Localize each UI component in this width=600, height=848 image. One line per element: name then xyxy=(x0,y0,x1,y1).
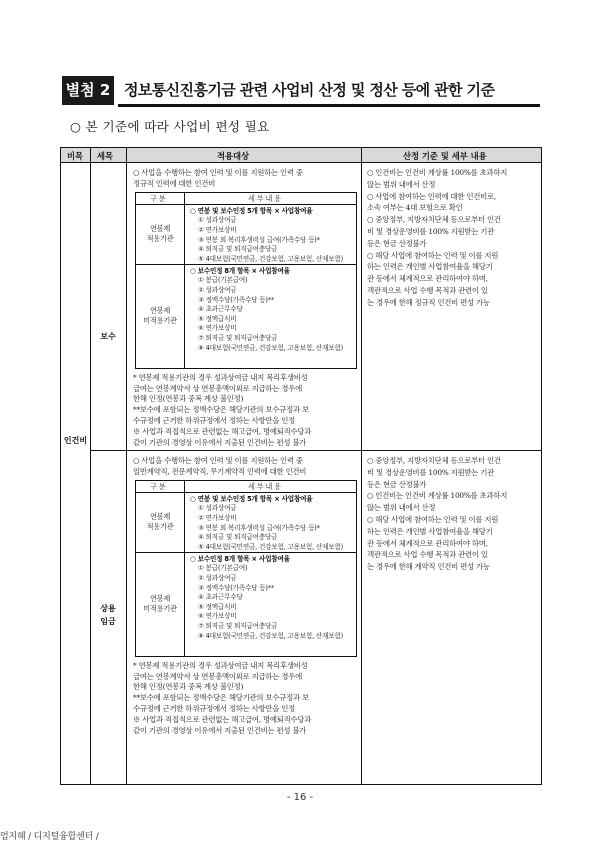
inner-row-label-line: 미적용기관 xyxy=(143,315,177,325)
inner-column-divider xyxy=(184,481,185,656)
inner-item: ③ 연봉 외 복리후생비성 급여(가족수당 등)* xyxy=(198,523,320,532)
footer-author: 엄지혜 / 디지털융합센터 / xyxy=(0,832,99,842)
inner-group-title: ○ 보수인정 8개 항목 × 사업참여율 xyxy=(190,266,290,275)
column-divider xyxy=(90,148,91,784)
column-divider xyxy=(126,148,127,784)
scope-cell-regular-wage xyxy=(133,453,358,781)
note-line: **보수에 포함되는 정액수당은 해당기관의 보수규정과 보 xyxy=(133,405,309,415)
inner-item: ⑦ 퇴직금 및 퇴직급여충당금 xyxy=(198,621,278,630)
inner-item: ③ 정액수당(가족수당 등)** xyxy=(198,295,274,304)
inner-item: ② 연가보상비 xyxy=(198,225,237,234)
note-line: * 연봉제 적용기관의 경우 성과상여금 내지 복리후생비성 xyxy=(133,372,308,382)
column-header-category: 비목 xyxy=(67,151,84,161)
note-line: 한해 인정(연봉과 중복 계상 불인정) xyxy=(133,394,244,404)
inner-detail-table xyxy=(135,480,357,657)
note-line: **보수에 포함되는 정액수당은 해당기관의 보수규정과 보 xyxy=(133,693,309,703)
criteria-line: 않는 범위 내에서 산정 xyxy=(367,503,436,513)
inner-item: ② 성과상여금 xyxy=(198,573,237,582)
inner-column-divider xyxy=(184,193,185,368)
criteria-line: ○ 인건비는 인건비 계상률 100%를 초과하지 xyxy=(367,491,508,501)
category-label: 인건비 xyxy=(63,436,88,445)
criteria-cell-salary xyxy=(367,165,537,450)
inner-item: ① 봉급(기본급여) xyxy=(198,276,248,285)
inner-row-label-line: 연봉제 xyxy=(149,305,171,315)
criteria-line: 는 경우에 한해 정규직 인건비 편성 가능 xyxy=(367,297,490,307)
title-underline xyxy=(118,104,540,107)
inner-item: ④ 초과근무수당 xyxy=(198,593,243,602)
criteria-line: ○ 해당 사업에 참여하는 인력 및 이를 지원 xyxy=(367,515,499,524)
inner-item: ⑥ 연가보상비 xyxy=(198,612,237,621)
criteria-line: ○ 중앙정부, 지방자치단체 등으로부터 인건 xyxy=(367,456,501,465)
column-header-subcategory: 세목 xyxy=(97,151,114,161)
note-line: 같이 기관의 경영상 이유에서 지출된 인건비는 편성 불가 xyxy=(133,437,307,447)
criteria-cell-regular-wage xyxy=(367,453,537,781)
scope-cell-salary xyxy=(133,165,358,450)
inner-row-divider xyxy=(136,264,356,265)
subcategory-line: 상용 xyxy=(100,604,116,613)
budget-criteria-table xyxy=(60,147,542,785)
note-line: 같이 기관의 경영상 이유에서 지출된 인건비는 편성 불가 xyxy=(133,725,307,735)
inner-group-title: ○ 연봉 및 보수인정 5개 항목 × 사업참여율 xyxy=(190,494,313,503)
inner-row-label-line: 연봉제 xyxy=(149,223,171,233)
appendix-badge: 별첨 2 xyxy=(62,76,114,105)
note-line: ※ 사업과 직접적으로 관련없는 해고급여, 명예퇴직수당과 xyxy=(133,714,312,724)
inner-item: ⑤ 4대보험(국민연금, 건강보험, 고용보험, 산재보험) xyxy=(198,542,343,551)
criteria-line: 하는 인력은 개인별 사업참여율을 해당기 xyxy=(367,526,493,536)
inner-table-header xyxy=(136,193,356,205)
criteria-line: 관 등에서 체계적으로 관리하여야 하며, xyxy=(367,538,488,548)
inner-item: ③ 정액수당(가족수당 등)** xyxy=(198,583,274,592)
inner-row-label xyxy=(136,224,184,244)
inner-item: ⑥ 연가보상비 xyxy=(198,324,237,333)
inner-item: ② 성과상여금 xyxy=(198,285,237,294)
criteria-line: 는 경우에 한해 계약직 인건비 편성 가능 xyxy=(367,562,490,572)
inner-row-divider xyxy=(136,552,356,553)
inner-header-details: 세 부 내 용 xyxy=(248,193,281,203)
inner-detail-table xyxy=(135,192,357,369)
inner-item: ⑦ 퇴직금 및 퇴직급여충당금 xyxy=(198,333,278,342)
section-divider xyxy=(90,450,541,451)
page-title: 정보통신진흥기금 관련 사업비 산정 및 정산 등에 관한 기준 xyxy=(124,81,495,99)
inner-header-details: 세 부 내 용 xyxy=(248,481,281,491)
inner-item: ④ 퇴직금 및 퇴직급여충당금 xyxy=(198,533,278,542)
note-line: 급여는 연봉계약서 상 연봉총액이외로 지급하는 경우에 xyxy=(133,383,302,393)
inner-table-header xyxy=(136,481,356,493)
criteria-line: ○ 사업에 참여하는 인력에 대한 인건비로, xyxy=(367,191,497,201)
inner-item: ④ 퇴직금 및 퇴직급여충당금 xyxy=(198,245,278,254)
inner-item: ④ 초과근무수당 xyxy=(198,305,243,314)
inner-item: ③ 연봉 외 복리후생비성 급여(가족수당 등)* xyxy=(198,235,320,244)
inner-row-label-line: 연봉제 xyxy=(149,593,171,603)
column-header-criteria: 산정 기준 및 세부 내용 xyxy=(403,151,487,161)
note-line: 수규정에 근거한 하위규정에서 정하는 사항만을 인정 xyxy=(133,416,296,425)
scope-text-line: 정규직 인력에 대한 인건비 xyxy=(133,179,216,189)
criteria-line: 객관적으로 사업 수행 목적과 관련이 있 xyxy=(367,550,488,560)
inner-row-label-line: 연봉제 xyxy=(149,511,171,521)
inner-row-label-line: 적용기관 xyxy=(146,521,174,531)
note-line: ※ 사업과 직접적으로 관련없는 해고급여, 명예퇴직수당과 xyxy=(133,426,312,436)
subcategory-line: 임금 xyxy=(100,617,116,626)
criteria-line: 않는 범위 내에서 산정 xyxy=(367,179,436,189)
note-line: * 연봉제 적용기관의 경우 성과상여금 내지 복리후생비성 xyxy=(133,660,308,670)
criteria-line: 하는 인력은 개인별 사업참여율을 해당기 xyxy=(367,262,493,272)
subcategory-label-salary: 보수 xyxy=(100,332,116,341)
scope-text-line: ○ 사업을 수행하는 참여 인력 및 이를 지원하는 인력 중 xyxy=(133,456,303,465)
inner-group-title: ○ 보수인정 8개 항목 × 사업참여율 xyxy=(190,554,290,563)
scope-text-line: ○ 사업을 수행하는 참여 인력 및 이를 지원하는 인력 중 xyxy=(133,168,303,177)
inner-item: ⑤ 정액급식비 xyxy=(198,314,237,323)
inner-header-division: 구 분 xyxy=(150,193,166,203)
criteria-line: ○ 중앙정부, 지방자치단체 등으로부터 인건 xyxy=(367,215,501,225)
criteria-line: 등은 현금 산정불가 xyxy=(367,238,427,248)
scope-text-line: 일반계약직, 전문계약직, 무기계약직 인력에 대한 인건비 xyxy=(133,467,307,477)
inner-item: ⑤ 4대보험(국민연금, 건강보험, 고용보험, 산재보험) xyxy=(198,254,343,263)
inner-row-label-line: 미적용기관 xyxy=(143,603,177,613)
criteria-line: 소속 여부는 4대 보험으로 확인 xyxy=(367,203,463,213)
subcategory-label-regular-wage xyxy=(90,602,126,628)
criteria-line: 비 및 경상운영비를 100% 지원받는 기관 xyxy=(367,227,495,236)
criteria-line: 객관적으로 사업 수행 목적과 관련이 있 xyxy=(367,286,488,295)
criteria-line: 관 등에서 체계적으로 관리하여야 하며, xyxy=(367,274,488,284)
column-header-scope: 적용대상 xyxy=(217,151,250,161)
note-line: 수규정에 근거한 하위규정에서 정하는 사항만을 인정 xyxy=(133,704,296,713)
inner-row-label-line: 적용기관 xyxy=(146,233,174,243)
inner-item: ⑧ 4대보험(국민연금, 건강보험, 고용보험, 산재보험) xyxy=(198,343,343,352)
inner-row-label xyxy=(136,594,184,614)
note-line: 한해 인정(연봉과 중복 계상 불인정) xyxy=(133,682,244,692)
inner-item: ① 성과상여금 xyxy=(198,216,237,225)
inner-row-label xyxy=(136,306,184,326)
column-divider xyxy=(361,148,362,784)
inner-item: ⑧ 4대보험(국민연금, 건강보험, 고용보험, 산재보험) xyxy=(198,631,343,640)
criteria-line: ○ 인건비는 인건비 계상률 100%를 초과하지 xyxy=(367,168,508,177)
criteria-line: 비 및 경상운영비를 100% 지원받는 기관 xyxy=(367,467,495,477)
page-number: - 16 - xyxy=(286,792,314,803)
appendix-header xyxy=(62,76,540,105)
inner-row-label xyxy=(136,512,184,532)
inner-item: ① 봉급(기본급여) xyxy=(198,564,248,573)
inner-header-division: 구 분 xyxy=(150,481,166,491)
inner-group-title: ○ 연봉 및 보수인정 5개 항목 × 사업참여율 xyxy=(190,206,313,215)
inner-item: ② 연가보상비 xyxy=(198,513,237,522)
inner-item: ⑤ 정액급식비 xyxy=(198,602,237,611)
criteria-line: ○ 해당 사업에 참여하는 인력 및 이를 지원 xyxy=(367,250,499,260)
note-line: 급여는 연봉계약서 상 연봉총액이외로 지급하는 경우에 xyxy=(133,671,302,681)
inner-item: ① 성과상여금 xyxy=(198,504,237,513)
intro-text: ○ 본 기준에 따라 사업비 편성 필요 xyxy=(70,119,270,134)
table-header-row xyxy=(61,148,541,163)
criteria-line: 등은 현금 산정불가 xyxy=(367,479,427,489)
